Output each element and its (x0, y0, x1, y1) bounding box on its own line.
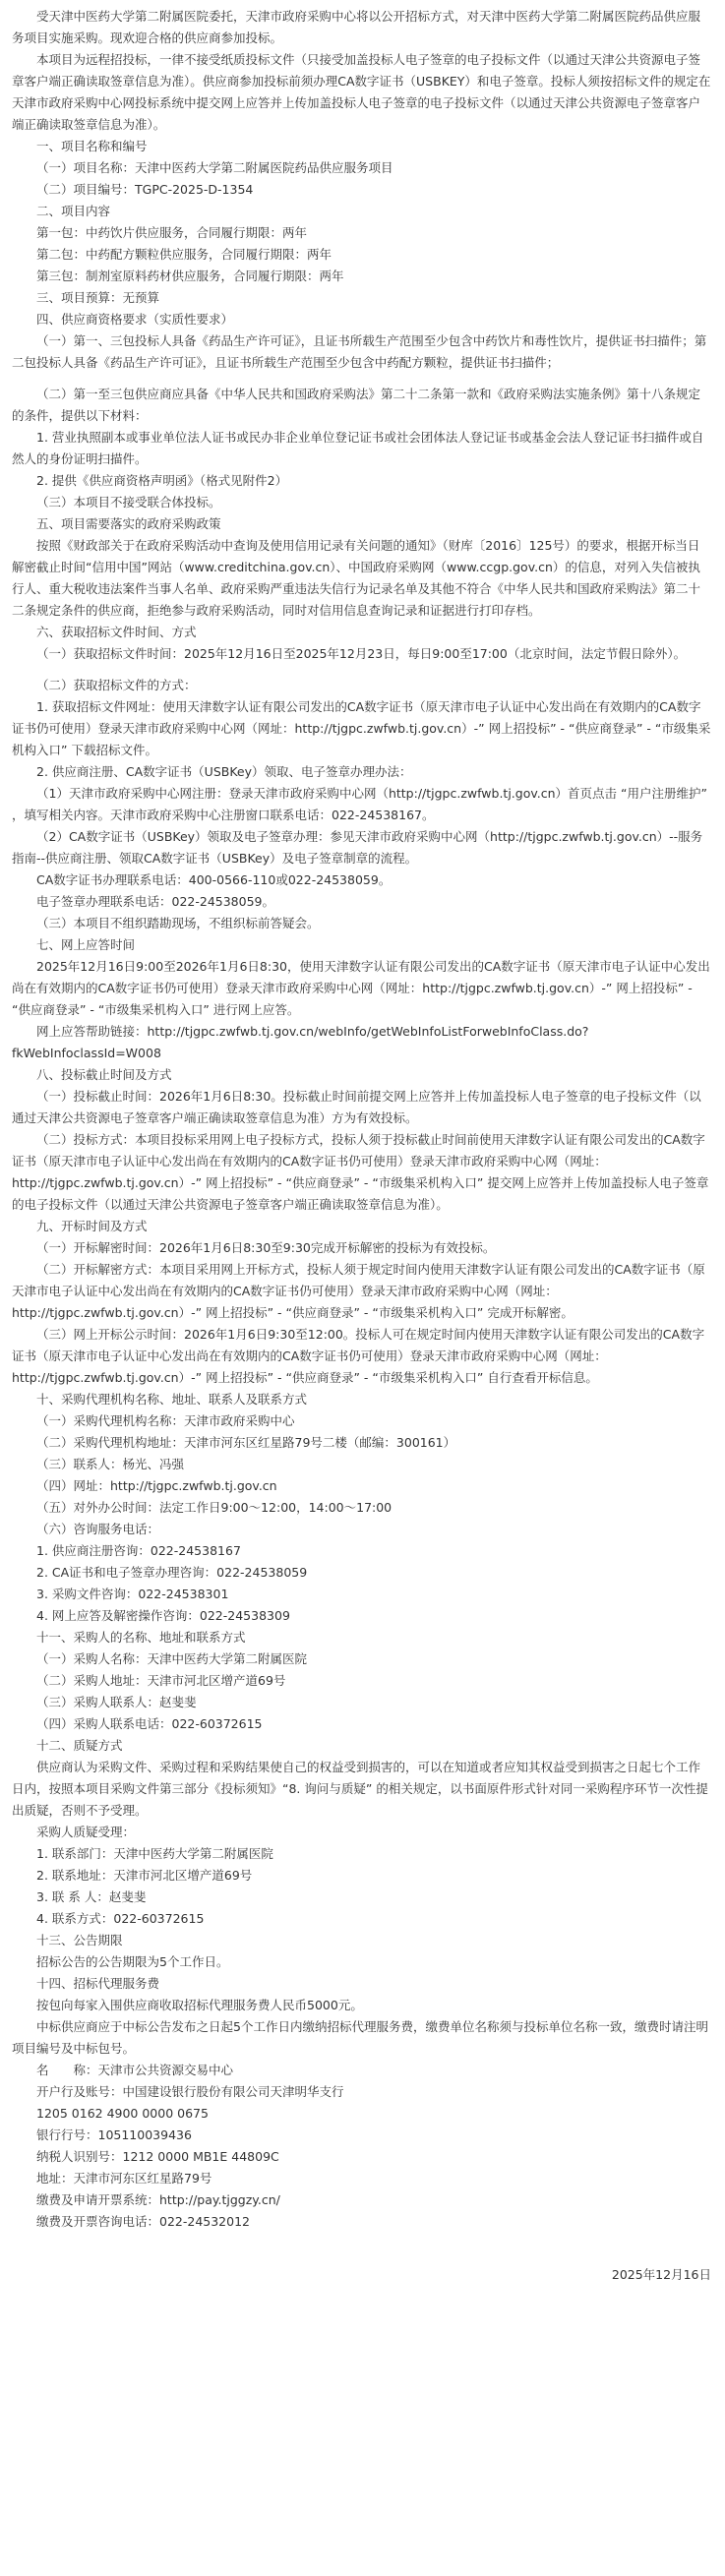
paragraph: 地址：天津市河东区红星路79号 (36, 2171, 212, 2186)
paragraph: （二）第一至三包供应商应具备《中华人民共和国政府采购法》第二十二条第一款和《政府采购法实施条例》第十八条规定的条件，提供以下材料： (12, 387, 701, 423)
paragraph: 十三、公告期限 (36, 1933, 123, 1947)
paragraph: 十一、采购人的名称、地址和联系方式 (36, 1630, 246, 1645)
paragraph: 1. 获取招标文件网址：使用天津数字认证有限公司发出的CA数字证书（原天津市电子认证中心发出尚在有效期内的CA数字证书仍可使用）登录天津市政府采购中心网（网址：http://tjgpc.zwfwb.tj.gov.cn）-” 网上招投标” - “供应商登录” - “市级集采机构入口” 下载招标文件。 (12, 699, 711, 757)
paragraph: 五、项目需要落实的政府采购政策 (36, 516, 221, 531)
paragraph: （一）项目名称：天津中医药大学第二附属医院药品供应服务项目 (36, 160, 393, 175)
paragraph: 1. 营业执照副本或事业单位法人证书或民办非企业单位登记证书或社会团体法人登记证书或基金会法人登记证书扫描件或自然人的身份证明扫描件。 (12, 430, 704, 466)
paragraph: （二）投标方式：本项目投标采用网上电子投标方式，投标人须于投标截止时间前使用天津数字认证有限公司发出的CA数字证书（原天津市电子认证中心发出尚在有效期内的CA数字证书仍可使用）登录天津市政府采购中心网（网址：http://tjgpc.zwfwb.tj.gov.cn）-” 网上招投标” - “供应商登录” - “市级集采机构入口” 提交网上应答并上传加盖投标人电子签章的电子投标文件（以通过天津公共资源电子签章客户端正确读取签章信息为准）。 (12, 1132, 709, 1212)
paragraph: （一）采购人名称：天津中医药大学第二附属医院 (36, 1651, 308, 1666)
paragraph: 2. 供应商注册、CA数字证书（USBKey）领取、电子签章办理办法： (36, 764, 412, 779)
publish-date: 2025年12月16日 (611, 2267, 711, 2282)
paragraph: （一）投标截止时间：2026年1月6日8:30。投标截止时间前提交网上应答并上传加盖投标人电子签章的电子投标文件（以通过天津公共资源电子签章客户端正确读取签章信息为准）方为有效投标。 (12, 1089, 701, 1125)
paragraph: 2. 提供《供应商资格声明函》（格式见附件2） (36, 473, 288, 488)
paragraph: （三）采购人联系人：赵斐斐 (36, 1695, 197, 1709)
paragraph: （三）本项目不组织踏勘现场，不组织标前答疑会。 (36, 916, 320, 930)
paragraph: 4. 联系方式：022-60372615 (36, 1911, 205, 1926)
paragraph: （六）咨询服务电话： (36, 1522, 160, 1536)
paragraph: 缴费及开票咨询电话：022-24532012 (36, 2214, 250, 2229)
paragraph: 十二、质疑方式 (36, 1738, 123, 1753)
paragraph: 第一包：中药饮片供应服务，合同履行期限：两年 (36, 225, 308, 240)
paragraph: （二）项目编号：TGPC-2025-D-1354 (36, 182, 254, 197)
paragraph: 1. 供应商注册咨询：022-24538167 (36, 1543, 241, 1558)
paragraph: （一）采购代理机构名称：天津市政府采购中心 (36, 1413, 295, 1428)
paragraph: （四）网址：http://tjgpc.zwfwb.tj.gov.cn (36, 1478, 277, 1493)
paragraph: 3. 采购文件咨询：022-24538301 (36, 1587, 229, 1601)
paragraph: （一）获取招标文件时间：2025年12月16日至2025年12月23日，每日9:00至17:00（北京时间，法定节假日除外）。 (36, 646, 687, 661)
paragraph: 四、供应商资格要求（实质性要求） (36, 312, 234, 327)
paragraph: 九、开标时间及方式 (36, 1219, 148, 1233)
paragraph: 供应商认为采购文件、采购过程和采购结果使自己的权益受到损害的，可以在知道或者应知其权益受到损害之日起七个工作日内，按照本项目采购文件第三部分《投标须知》“8. 询问与质疑” 的相关规定，以书面原件形式针对同一采购程序环节一次性提出质疑，否则不予受理。 (12, 1760, 708, 1818)
paragraph: （三）网上开标公示时间：2026年1月6日9:30至12:00。投标人可在规定时间内使用天津数字认证有限公司发出的CA数字证书（原天津市电子认证中心发出尚在有效期内的CA数字证书仍可使用）登录天津市政府采购中心网（网址：http://tjgpc.zwfwb.tj.gov.cn）-” 网上招投标” - “供应商登录” - “市级集采机构入口” 自行查看开标信息。 (12, 1327, 705, 1385)
paragraph: 第二包：中药配方颗粒供应服务，合同履行期限：两年 (36, 247, 332, 262)
paragraph: （五）对外办公时间：法定工作日9:00～12:00，14:00～17:00 (36, 1500, 393, 1515)
paragraph: 名 称：天津市公共资源交易中心 (36, 2063, 234, 2077)
paragraph: 网上应答帮助链接：http://tjgpc.zwfwb.tj.gov.cn/webInfo/getWebInfoListForwebInfoClass.do?fkWebInfoclassId=W008 (12, 1024, 589, 1060)
paragraph: 招标公告的公告期限为5个工作日。 (36, 1954, 229, 1969)
paragraph: 六、获取招标文件时间、方式 (36, 625, 197, 639)
paragraph: 第三包：制剂室原料药材供应服务，合同履行期限：两年 (36, 269, 344, 283)
paragraph: （二）采购代理机构地址：天津市河东区红星路79号二楼（邮编：300161） (36, 1435, 456, 1450)
paragraph: （二）采购人地址：天津市河北区增产道69号 (36, 1673, 286, 1688)
paragraph: 银行行号：105110039436 (36, 2127, 192, 2142)
paragraph: （一）开标解密时间：2026年1月6日8:30至9:30完成开标解密的投标为有效投标。 (36, 1240, 496, 1255)
paragraph: （三）本项目不接受联合体投标。 (36, 495, 221, 509)
paragraph: 二、项目内容 (36, 204, 111, 218)
paragraph: 受天津中医药大学第二附属医院委托，天津市政府采购中心将以公开招标方式，对天津中医药大学第二附属医院药品供应服务项目实施采购。现欢迎合格的供应商参加投标。 (12, 9, 701, 45)
paragraph-spacer (12, 665, 711, 675)
paragraph: 电子签章办理联系电话：022-24538059。 (36, 894, 274, 909)
paragraph: 三、项目预算：无预算 (36, 290, 160, 305)
paragraph: （二）获取招标文件的方式： (36, 678, 197, 692)
paragraph: 十四、招标代理服务费 (36, 1976, 160, 1991)
paragraph: 3. 联 系 人：赵斐斐 (36, 1889, 147, 1904)
paragraph: （二）开标解密方式：本项目采用网上开标方式，投标人须于规定时间内使用天津数字认证有限公司发出的CA数字证书（原天津市电子认证中心发出尚在有效期内的CA数字证书仍可使用）登录天津市政府采购中心网（网址：http://tjgpc.zwfwb.tj.gov.cn）-” 网上招投标” - “供应商登录” - “市级集采机构入口” 完成开标解密。 (12, 1262, 705, 1320)
paragraph: 2. 联系地址：天津市河北区增产道69号 (36, 1868, 253, 1883)
paragraph: 按包向每家入围供应商收取招标代理服务费人民币5000元。 (36, 1998, 363, 2012)
paragraph: （三）联系人：杨光、冯强 (36, 1457, 185, 1471)
paragraph: 本项目为远程招投标，一律不接受纸质投标文件（只接受加盖投标人电子签章的电子投标文件（以通过天津公共资源电子签章客户端正确读取签章信息为准）。供应商参加投标前须办理CA数字证书（USBKEY）和电子签章。投标人须按招标文件的规定在天津市政府采购中心网投标系统中提交网上应答并上传加盖投标人电子签章的电子投标文件（以通过天津公共资源电子签章客户端正确读取签章信息为准）。 (12, 52, 711, 132)
paragraph: 2025年12月16日9:00至2026年1月6日8:30，使用天津数字认证有限公司发出的CA数字证书（原天津市电子认证中心发出尚在有效期内的CA数字证书仍可使用）登录天津市政府采购中心网（网址：http://tjgpc.zwfwb.tj.gov.cn）-” 网上招投标” - “供应商登录” - “市级集采机构入口” 进行网上应答。 (12, 959, 710, 1017)
paragraph: 一、项目名称和编号 (36, 139, 148, 153)
paragraph: 2. CA证书和电子签章办理咨询：022-24538059 (36, 1565, 308, 1580)
paragraph: （四）采购人联系电话：022-60372615 (36, 1716, 263, 1731)
paragraph: 八、投标截止时间及方式 (36, 1067, 172, 1082)
paragraph: 1. 联系部门：天津中医药大学第二附属医院 (36, 1846, 273, 1861)
paragraph: 采购人质疑受理： (36, 1825, 136, 1839)
paragraph: （2）CA数字证书（USBKey）领取及电子签章办理：参见天津市政府采购中心网（http://tjgpc.zwfwb.tj.gov.cn）--服务指南--供应商注册、领取CA数字证书（USBKey）及电子签章制章的流程。 (12, 829, 703, 866)
paragraph: 七、网上应答时间 (36, 937, 136, 952)
paragraph: 十、采购代理机构名称、地址、联系人及联系方式 (36, 1392, 308, 1407)
paragraph: 4. 网上应答及解密操作咨询：022-24538309 (36, 1608, 290, 1623)
paragraph: （一）第一、三包投标人具备《药品生产许可证》，且证书所载生产范围至少包含中药饮片和毒性饮片，提供证书扫描件；第二包投标人具备《药品生产许可证》，且证书所载生产范围至少包含中药配方颗粒，提供证书扫描件； (12, 333, 707, 370)
paragraph: 按照《财政部关于在政府采购活动中查询及使用信用记录有关问题的通知》（财库〔2016〕125号）的要求，根据开标当日解密截止时间“信用中国”网站（www.creditchina.gov.cn）、中国政府采购网（www.ccgp.gov.cn）的信息，对列入失信被执行人、重大税收违法案件当事人名单、政府采购严重违法失信行为记录名单及其他不符合《中华人民共和国政府采购法》第二十二条规定条件的供应商，拒绝参与政府采购活动，同时对信用信息查询记录和证据进行打印存档。 (12, 538, 701, 618)
paragraph: （1）天津市政府采购中心网注册：登录天津市政府采购中心网（http://tjgpc.zwfwb.tj.gov.cn）首页点击 “用户注册维护” ，填写相关内容。天津市政府采购中心注册窗口联系电话：022-24538167。 (12, 786, 707, 822)
paragraph: 1205 0162 4900 0000 0675 (36, 2106, 209, 2121)
paragraph: 缴费及申请开票系统：http://pay.tjggzy.cn/ (36, 2192, 280, 2207)
paragraph: 纳税人识别号：1212 0000 MB1E 44809C (36, 2149, 279, 2164)
announcement-body (12, 6, 711, 2233)
paragraph: 中标供应商应于中标公告发布之日起5个工作日内缴纳招标代理服务费，缴费单位名称须与投标单位名称一致，缴费时请注明项目编号及中标包号。 (12, 2019, 708, 2056)
paragraph: CA数字证书办理联系电话：400-0566-110或022-24538059。 (36, 872, 392, 887)
paragraph-spacer (12, 374, 711, 384)
paragraph: 开户行及账号：中国建设银行股份有限公司天津明华支行 (36, 2084, 344, 2099)
